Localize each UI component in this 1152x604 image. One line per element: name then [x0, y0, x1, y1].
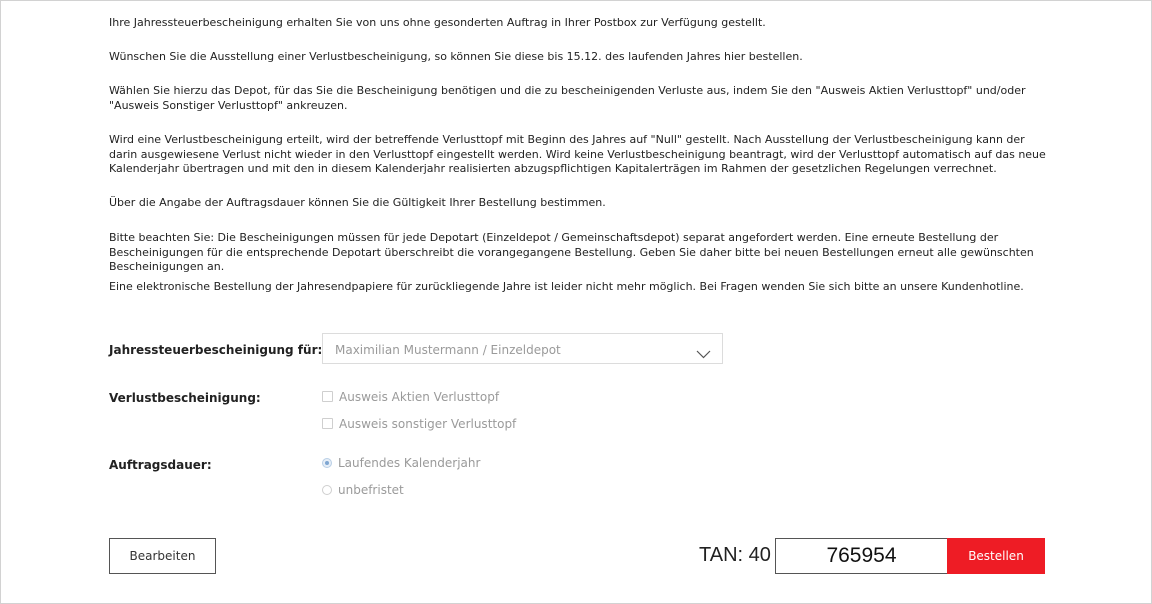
tan-label: TAN: 40 — [699, 544, 771, 566]
radio-label: Laufendes Kalenderjahr — [338, 456, 481, 470]
info-paragraph: Wird eine Verlustbescheinigung erteilt, wird der betreffende Verlusttopf mit Beginn des Jahres auf "Null" gestellt. Nach Ausstellung der Verlustbescheinigung kann der darin ausgewiesene Verlust nicht wieder in den Verlusttopf eingestellt werden. Wird keine Verlustbescheinigung beantragt, wird der Verlusttopf automatisch auf das neue Kalenderjahr übertragen und mit den in diesem Kalenderjahr realisierten abzugspflichtigen Kapitalerträgen im Rahmen der gesetzlichen Regelungen verrechnet. — [109, 133, 1046, 175]
tan-input[interactable] — [775, 538, 948, 574]
radio-label: unbefristet — [338, 483, 404, 497]
radio-unbefristet[interactable] — [322, 483, 404, 497]
checkbox-icon[interactable] — [322, 418, 333, 429]
radio-icon[interactable] — [322, 485, 332, 495]
order-button[interactable]: Bestellen — [947, 538, 1045, 574]
checkbox-aktien-verlusttopf[interactable] — [322, 390, 499, 404]
depot-select[interactable] — [322, 333, 723, 364]
checkbox-label: Ausweis Aktien Verlusttopf — [339, 390, 500, 404]
edit-button[interactable]: Bearbeiten — [109, 538, 216, 574]
depot-select-value: Maximilian Mustermann / Einzeldepot — [335, 343, 561, 357]
duration-label: Auftragsdauer: — [109, 458, 212, 472]
checkbox-label: Ausweis sonstiger Verlusttopf — [339, 417, 517, 431]
info-paragraph: Über die Angabe der Auftragsdauer können Sie die Gültigkeit Ihrer Bestellung bestimmen. — [109, 196, 606, 209]
chevron-down-icon — [696, 344, 711, 363]
info-paragraph: Ihre Jahressteuerbescheinigung erhalten Sie von uns ohne gesonderten Auftrag in Ihrer Postbox zur Verfügung gestellt. — [109, 16, 766, 29]
radio-laufendes-kalenderjahr[interactable] — [322, 456, 480, 470]
info-paragraph: Wünschen Sie die Ausstellung einer Verlustbescheinigung, so können Sie diese bis 15.12. des laufenden Jahres hier bestellen. — [109, 50, 803, 63]
info-paragraph: Eine elektronische Bestellung der Jahresendpapiere für zurückliegende Jahre ist leider nicht mehr möglich. Bei Fragen wenden Sie sich bitte an unsere Kundenhotline. — [109, 280, 1024, 293]
loss-label: Verlustbescheinigung: — [109, 391, 261, 405]
checkbox-icon[interactable] — [322, 391, 333, 402]
radio-selected-icon[interactable] — [322, 458, 332, 468]
depot-label: Jahressteuerbescheinigung für: — [109, 343, 323, 357]
info-paragraph: Wählen Sie hierzu das Depot, für das Sie die Bescheinigung benötigen und die zu bescheinigenden Verluste aus, indem Sie den "Ausweis Aktien Verlusttopf" und/oder "Ausweis Sonstiger Verlusttopf" ankreuzen. — [109, 84, 1026, 112]
checkbox-sonstiger-verlusttopf[interactable] — [322, 417, 516, 431]
info-paragraph: Bitte beachten Sie: Die Bescheinigungen müssen für jede Depotart (Einzeldepot / Gemeinschaftsdepot) separat angefordert werden. Eine erneute Bestellung der Bescheinigungen für die entsprechende Depotart überschreibt die vorangegangene Bestellung. Geben Sie daher bitte bei neuen Bestellungen erneut alle gewünschten Bescheinigungen an. — [109, 231, 1034, 273]
